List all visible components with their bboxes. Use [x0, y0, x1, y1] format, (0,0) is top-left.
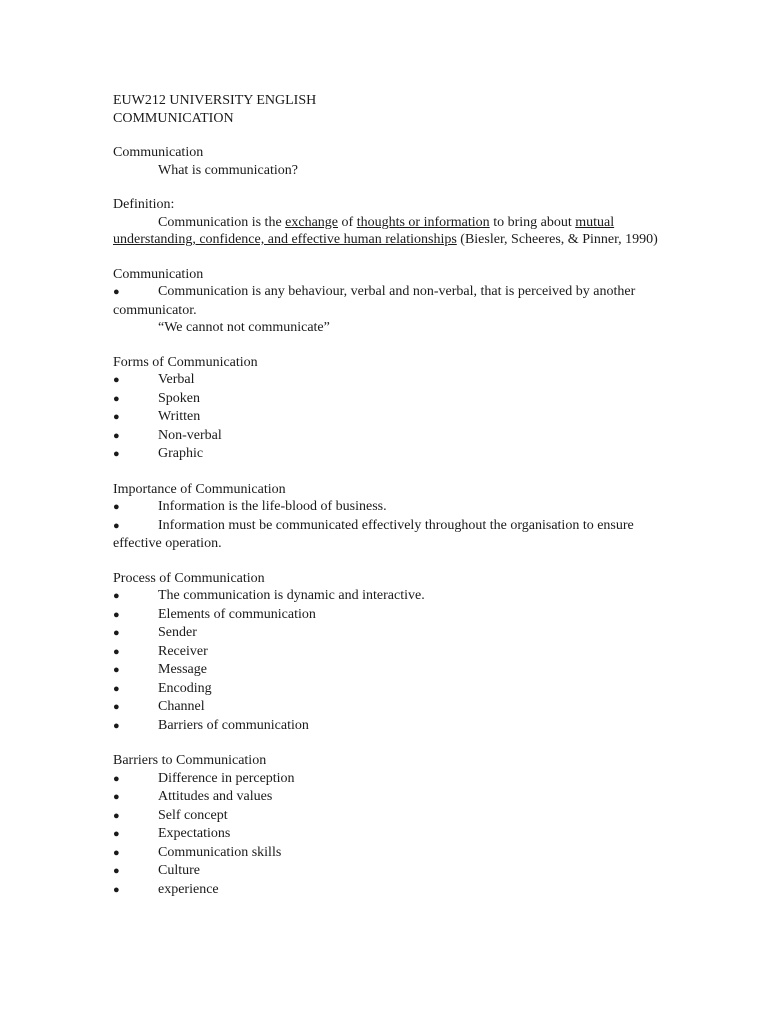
list-item-text: Receiver [158, 643, 208, 659]
list-item [113, 606, 658, 625]
bullet-icon: ● [113, 519, 120, 532]
list-item-text: Sender [158, 625, 197, 640]
definition-underline-thoughts: thoughts or information [356, 214, 490, 230]
communication-quote: “We cannot not communicate” [158, 320, 330, 335]
bullet-icon: ● [113, 448, 120, 460]
list-item [113, 408, 658, 427]
forms-heading: Forms of Communication [113, 354, 258, 370]
definition-text-1: Communication is the [158, 214, 286, 230]
bullet-icon: ● [113, 429, 120, 442]
list-item [113, 770, 658, 789]
course-subtitle: COMMUNICATION [113, 110, 234, 126]
list-item-text: Difference in perception [158, 770, 295, 786]
list-item [113, 717, 658, 736]
list-item-text: Communication skills [158, 844, 282, 860]
bullet-icon: ● [113, 719, 120, 732]
list-item [113, 587, 658, 606]
definition-paragraph [113, 214, 658, 249]
list-item [113, 788, 658, 807]
list-item-text: Information must be communicated effectively throughout the organisation to ensure effective operation. [113, 517, 634, 551]
bullet-icon: ● [113, 392, 120, 405]
list-item [113, 624, 658, 643]
process-list [113, 587, 658, 735]
list-item-text: Elements of communication [158, 606, 316, 622]
bullet-icon: ● [113, 286, 120, 298]
intro-question: What is communication? [158, 162, 298, 178]
list-item-text: Graphic [158, 446, 204, 461]
list-item [113, 643, 658, 662]
list-item-text: experience [158, 881, 219, 897]
bullet-icon: ● [113, 608, 120, 621]
communication-heading: Communication [113, 266, 204, 282]
bullet-icon: ● [113, 627, 120, 639]
list-item-text: Expectations [158, 826, 231, 841]
list-item [113, 680, 658, 699]
definition-underline-exchange: exchange [285, 214, 339, 230]
bullet-icon: ● [113, 828, 120, 840]
list-item [113, 844, 658, 863]
list-item [113, 498, 658, 517]
bullet-icon: ● [113, 883, 120, 896]
barriers-heading: Barriers to Communication [113, 753, 267, 768]
definition-text-3: to bring about [489, 214, 576, 230]
list-item [113, 445, 658, 464]
bullet-icon: ● [113, 501, 120, 513]
list-item [113, 881, 658, 900]
definition-citation: (Biesler, Scheeres, & Pinner, 1990) [456, 232, 658, 247]
document-page [113, 92, 658, 899]
bullet-icon: ● [113, 846, 120, 859]
list-item-text: Non-verbal [158, 427, 222, 443]
list-item-text: Self concept [158, 807, 228, 823]
list-item [113, 862, 658, 881]
list-item-text: Information is the life-blood of business. [158, 499, 387, 514]
course-code-title: EUW212 UNIVERSITY ENGLISH [113, 93, 317, 108]
definition-text-2: of [338, 214, 357, 230]
list-item [113, 371, 658, 390]
list-item-text: Verbal [158, 372, 195, 387]
bullet-icon: ● [113, 411, 120, 423]
list-item-text: Channel [158, 699, 205, 714]
list-item [113, 825, 658, 844]
importance-heading: Importance of Communication [113, 481, 286, 497]
bullet-icon: ● [113, 374, 120, 386]
list-item-text: Attitudes and values [158, 789, 273, 804]
list-item [113, 698, 658, 717]
list-item-text: Encoding [158, 680, 212, 696]
forms-list [113, 371, 658, 464]
communication-bullet-text: Communication is any behaviour, verbal and non-verbal, that is perceived by another communicator. [113, 284, 636, 318]
intro-heading: Communication [113, 145, 204, 160]
barriers-list [113, 770, 658, 900]
process-heading: Process of Communication [113, 570, 265, 586]
bullet-icon: ● [113, 645, 120, 658]
definition-heading: Definition: [113, 197, 175, 212]
list-item-text: Spoken [158, 390, 200, 406]
bullet-icon: ● [113, 590, 120, 602]
list-item [113, 807, 658, 826]
list-item [113, 427, 658, 446]
list-item [113, 517, 658, 553]
list-item-text: Culture [158, 863, 200, 878]
bullet-icon: ● [113, 701, 120, 713]
definition-underline-mutual: mutual understanding, confidence, and effective human relationships [113, 214, 615, 247]
bullet-icon: ● [113, 682, 120, 695]
list-item-text: Message [158, 662, 207, 677]
bullet-icon: ● [113, 772, 120, 785]
bullet-icon: ● [113, 791, 120, 803]
bullet-icon: ● [113, 664, 120, 676]
list-item-text: Written [158, 409, 201, 424]
bullet-icon: ● [113, 865, 120, 877]
list-item [113, 390, 658, 409]
list-item [113, 661, 658, 680]
bullet-icon: ● [113, 809, 120, 822]
list-item-text: Barriers of communication [158, 717, 309, 733]
list-item-text: The communication is dynamic and interactive. [158, 588, 425, 603]
communication-bullet [113, 283, 658, 319]
